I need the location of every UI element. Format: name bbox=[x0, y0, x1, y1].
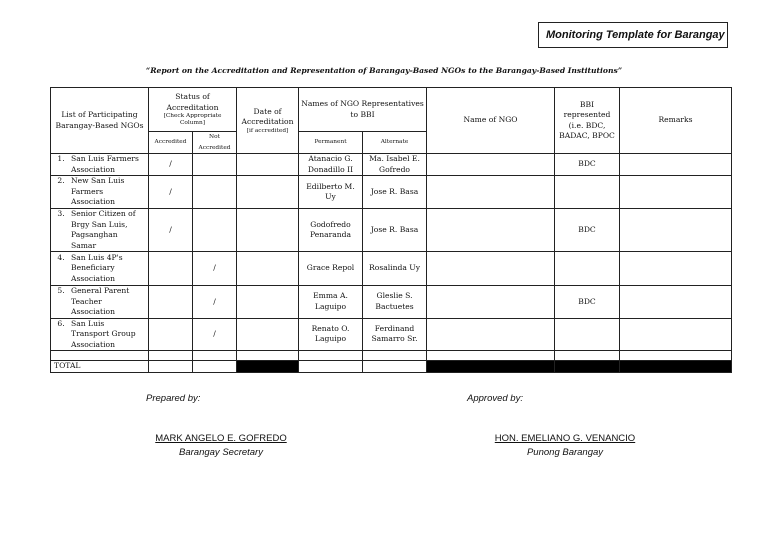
ngo-name-text: San Luis Farmers Association bbox=[71, 154, 139, 174]
header-row bbox=[51, 88, 732, 132]
name-of-ngo-cell bbox=[427, 252, 555, 286]
table-row bbox=[51, 286, 732, 319]
template-label: Monitoring Template for Barangay bbox=[538, 22, 728, 48]
bbi-cell: BDC bbox=[555, 209, 620, 252]
bbi-cell: BDC bbox=[555, 286, 620, 319]
remarks-cell bbox=[620, 252, 732, 286]
alternate-rep: Rosalinda Uy bbox=[363, 252, 427, 286]
permanent-rep: Renato O. Laguipo bbox=[299, 318, 363, 351]
accredited-mark bbox=[149, 286, 193, 319]
row-number: 1. bbox=[57, 154, 65, 163]
row-number: 2. bbox=[57, 176, 65, 186]
remarks-cell bbox=[620, 318, 732, 351]
name-of-ngo-cell bbox=[427, 209, 555, 252]
ngo-table bbox=[50, 87, 732, 373]
permanent-rep: Grace Repol bbox=[299, 252, 363, 286]
date-cell bbox=[237, 252, 299, 286]
not-accredited-mark: / bbox=[193, 286, 237, 319]
remarks-cell bbox=[620, 176, 732, 209]
table-row bbox=[51, 154, 732, 176]
col-name-of-ngo: Name of NGO bbox=[427, 88, 555, 154]
not-accredited-mark: / bbox=[193, 252, 237, 286]
table-row bbox=[51, 176, 732, 209]
permanent-rep: Emma A. Laguipo bbox=[299, 286, 363, 319]
col-accredited: Accredited bbox=[149, 132, 193, 154]
row-number: 4. bbox=[57, 252, 65, 262]
permanent-rep: Atanacio G. Donadillo II bbox=[299, 154, 363, 176]
date-cell bbox=[237, 209, 299, 252]
permanent-rep: Edilberto M. Uy bbox=[299, 176, 363, 209]
col-bbi: BBI represented (i.e. BDC, BADAC, BPOC bbox=[555, 88, 620, 154]
ngo-name bbox=[51, 209, 149, 252]
accredited-mark bbox=[149, 252, 193, 286]
blank-row bbox=[51, 351, 732, 361]
shaded-cell bbox=[427, 361, 555, 373]
approved-name: HON. EMELIANO G. VENANCIO bbox=[494, 433, 636, 444]
col-date bbox=[237, 88, 299, 154]
ngo-name bbox=[51, 252, 149, 286]
table-row bbox=[51, 318, 732, 351]
col-ngo-list: List of Participating Barangay-Based NGOs bbox=[51, 88, 149, 154]
ngo-name-text: Senior Citizen of Brgy San Luis, Pagsanghan Samar bbox=[71, 209, 136, 250]
alternate-rep: Gleslie S. Bactuetes bbox=[363, 286, 427, 319]
total-row bbox=[51, 361, 732, 373]
col-alternate: Alternate bbox=[363, 132, 427, 154]
permanent-rep: Godofredo Penaranda bbox=[299, 209, 363, 252]
prepared-name: MARK ANGELO E. GOFREDO bbox=[155, 433, 287, 444]
alternate-rep: Jose R. Basa bbox=[363, 176, 427, 209]
col-status bbox=[149, 88, 237, 132]
not-accredited-mark bbox=[193, 154, 237, 176]
ngo-name bbox=[51, 154, 149, 176]
accredited-mark bbox=[149, 318, 193, 351]
alternate-rep: Ma. Isabel E. Gofredo bbox=[363, 154, 427, 176]
date-cell bbox=[237, 286, 299, 319]
accredited-mark: / bbox=[149, 209, 193, 252]
bbi-cell bbox=[555, 252, 620, 286]
ngo-name bbox=[51, 286, 149, 319]
col-date-note: [if accredited] bbox=[246, 127, 289, 134]
col-status-label: Status of Accreditation bbox=[166, 92, 219, 112]
shaded-cell bbox=[555, 361, 620, 373]
table-row bbox=[51, 252, 732, 286]
table-row bbox=[51, 209, 732, 252]
col-permanent: Permanent bbox=[299, 132, 363, 154]
accredited-mark: / bbox=[149, 176, 193, 209]
accredited-mark: / bbox=[149, 154, 193, 176]
remarks-cell bbox=[620, 286, 732, 319]
row-number: 6. bbox=[57, 318, 65, 328]
approved-by-label: Approved by: bbox=[467, 393, 523, 404]
col-date-label: Date of Accreditation bbox=[241, 106, 294, 126]
col-remarks: Remarks bbox=[620, 88, 732, 154]
approved-role: Punong Barangay bbox=[526, 447, 604, 458]
not-accredited-mark bbox=[193, 176, 237, 209]
bbi-cell bbox=[555, 318, 620, 351]
name-of-ngo-cell bbox=[427, 318, 555, 351]
report-title: “Report on the Accreditation and Representation of Barangay-Based NGOs to the Barangay-Based Institutions” bbox=[145, 66, 623, 75]
ngo-name bbox=[51, 318, 149, 351]
row-number: 5. bbox=[57, 286, 65, 295]
ngo-name bbox=[51, 176, 149, 209]
date-cell bbox=[237, 318, 299, 351]
remarks-cell bbox=[620, 209, 732, 252]
name-of-ngo-cell bbox=[427, 176, 555, 209]
remarks-cell bbox=[620, 154, 732, 176]
date-cell bbox=[237, 154, 299, 176]
name-of-ngo-cell bbox=[427, 286, 555, 319]
col-status-note: [Check Appropriate Column] bbox=[163, 113, 222, 126]
ngo-name-text: New San Luis Farmers Association bbox=[71, 176, 125, 207]
date-cell bbox=[237, 176, 299, 209]
not-accredited-mark: / bbox=[193, 318, 237, 351]
col-not-accredited: Not Accredited bbox=[193, 132, 237, 154]
ngo-name-text: General Parent Teacher Association bbox=[71, 286, 130, 316]
shaded-cell bbox=[237, 361, 299, 373]
bbi-cell bbox=[555, 176, 620, 209]
total-label: TOTAL bbox=[51, 361, 149, 373]
ngo-name-text: San Luis 4P's Beneficiary Association bbox=[71, 252, 123, 283]
name-of-ngo-cell bbox=[427, 154, 555, 176]
prepared-role: Barangay Secretary bbox=[179, 447, 263, 458]
bbi-cell: BDC bbox=[555, 154, 620, 176]
alternate-rep: Jose R. Basa bbox=[363, 209, 427, 252]
ngo-name-text: San Luis Transport Group Association bbox=[71, 318, 136, 349]
col-representatives: Names of NGO Representatives to BBI bbox=[299, 88, 427, 132]
alternate-rep: Ferdinand Samarro Sr. bbox=[363, 318, 427, 351]
shaded-cell bbox=[620, 361, 732, 373]
row-number: 3. bbox=[57, 209, 65, 218]
prepared-by-label: Prepared by: bbox=[146, 393, 201, 404]
not-accredited-mark bbox=[193, 209, 237, 252]
